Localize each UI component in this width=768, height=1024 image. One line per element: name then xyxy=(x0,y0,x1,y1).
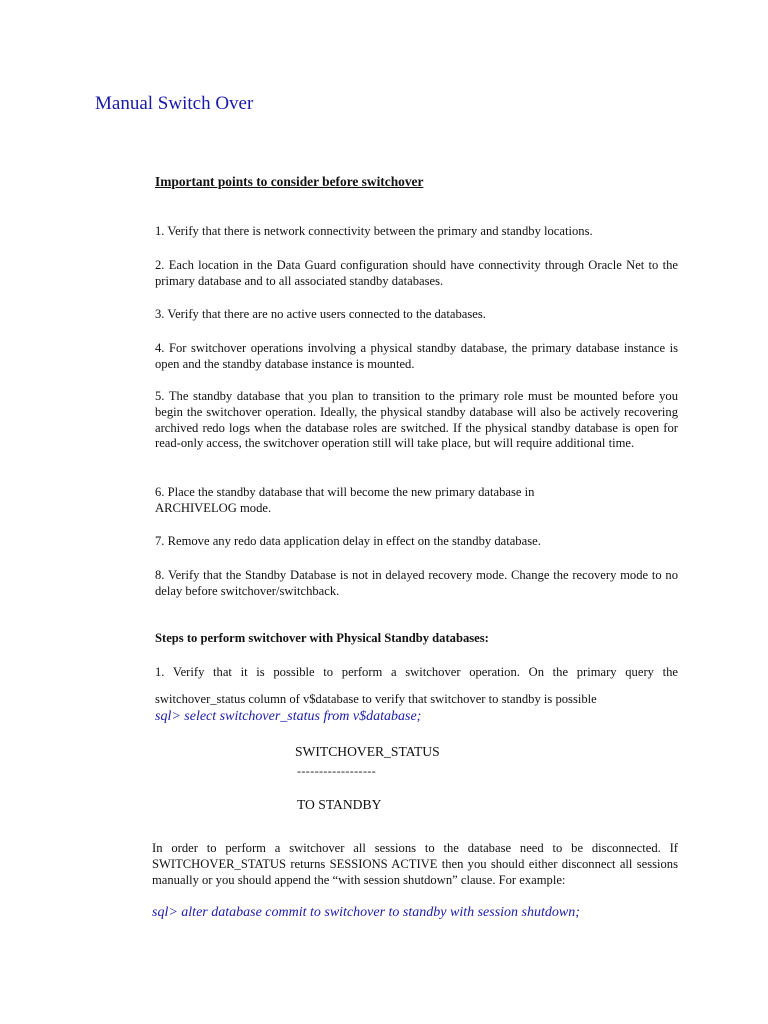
point-7: 7. Remove any redo data application delay in effect on the standby database. xyxy=(155,534,541,548)
step-1-line-1: 1. Verify that it is possible to perform a switchover operation. On the primary query the xyxy=(155,665,678,679)
output-column-header: SWITCHOVER_STATUS xyxy=(295,744,440,759)
point-5: 5. The standby database that you plan to transition to the primary role must be mounted before you begin the switchover operation. Ideally, the physical standby database will also be actively recovering archived redo logs when the database roles are switched. If the physical standby database is open for read-only access, the switchover operation still will take place, but will require additional time. xyxy=(155,389,678,451)
step-1-line-2: switchover_status column of v$database to verify that switchover to standby is possible xyxy=(155,692,597,706)
page-title: Manual Switch Over xyxy=(95,93,254,114)
sql-query-switchover-status: sql> select switchover_status from v$database; xyxy=(155,709,422,724)
point-2: 2. Each location in the Data Guard configuration should have connectivity through Oracle Net to the primary database and to all associated standby databases. xyxy=(155,258,678,288)
point-4: 4. For switchover operations involving a physical standby database, the primary database instance is open and the standby database instance is mounted. xyxy=(155,341,678,371)
output-divider: ------------------ xyxy=(297,764,377,778)
point-1: 1. Verify that there is network connectivity between the primary and standby locations. xyxy=(155,224,593,238)
sql-commit-switchover: sql> alter database commit to switchover to standby with session shutdown; xyxy=(152,905,580,920)
sessions-paragraph: In order to perform a switchover all sessions to the database need to be disconnected. If SWITCHOVER_STATUS returns SESSIONS ACTIVE then you should either disconnect all sessions manually or you should append the “with session shutdown” clause. For example: xyxy=(152,841,678,887)
output-value: TO STANDBY xyxy=(297,797,382,812)
important-points-heading: Important points to consider before switchover xyxy=(155,174,424,189)
point-6: 6. Place the standby database that will become the new primary database in ARCHIVELOG mode. xyxy=(155,485,535,515)
point-8: 8. Verify that the Standby Database is not in delayed recovery mode. Change the recovery mode to no delay before switchover/switchback. xyxy=(155,568,678,598)
steps-heading: Steps to perform switchover with Physical Standby databases: xyxy=(155,631,489,645)
point-3: 3. Verify that there are no active users connected to the databases. xyxy=(155,307,486,321)
